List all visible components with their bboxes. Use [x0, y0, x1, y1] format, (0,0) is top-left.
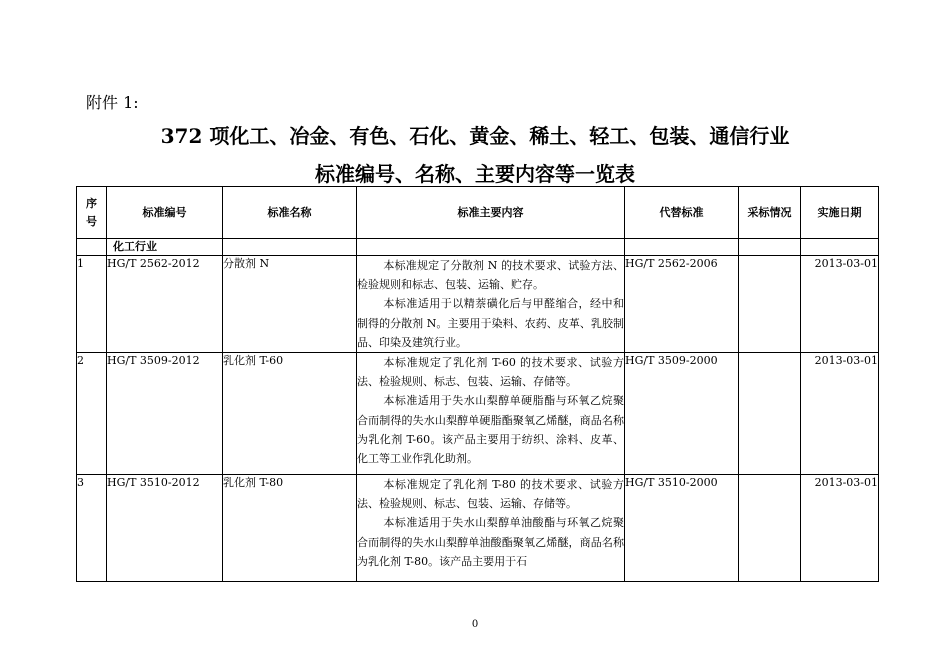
header-date: 实施日期	[801, 187, 879, 239]
effective-date: 2013-03-01	[801, 475, 879, 582]
row-number: 1	[77, 256, 107, 353]
adoption-status	[739, 256, 801, 353]
standards-table	[76, 186, 879, 582]
table-row	[77, 353, 879, 475]
content-paragraph: 本标准适用于失水山梨醇单硬脂酯与环氧乙烷聚合而制得的失水山梨醇单硬脂酯聚氧乙烯醚，商品名称为乳化剂 T-60。该产品主要用于纺织、涂料、皮革、化工等工业作乳化助剂。	[357, 394, 624, 466]
header-no: 序号	[77, 187, 107, 239]
content-paragraph: 本标准适用于以精萘磺化后与甲醛缩合，经中和制得的分散剂 N。主要用于染料、农药、皮革、乳胶制品、印染及建筑行业。	[357, 297, 624, 349]
replaced-standard: HG/T 3509-2000	[625, 353, 739, 475]
header-code: 标准编号	[107, 187, 223, 239]
category-row	[77, 239, 879, 256]
replaced-standard: HG/T 3510-2000	[625, 475, 739, 582]
standard-name: 乳化剂 T-80	[223, 475, 357, 582]
table-row	[77, 256, 879, 353]
adoption-status	[739, 353, 801, 475]
replaced-standard: HG/T 2562-2006	[625, 256, 739, 353]
header-content: 标准主要内容	[357, 187, 625, 239]
content-paragraph: 本标准规定了乳化剂 T-80 的技术要求、试验方法、检验规则、标志、包装、运输、存储等。	[357, 478, 624, 511]
row-number: 2	[77, 353, 107, 475]
content-paragraph: 本标准规定了分散剂 N 的技术要求、试验方法、检验规则和标志、包装、运输、贮存。	[357, 259, 624, 292]
content-paragraph: 本标准适用于失水山梨醇单油酸酯与环氧乙烷聚合而制得的失水山梨醇单油酸酯聚氧乙烯醚，商品名称为乳化剂 T-80。该产品主要用于石	[357, 516, 624, 568]
category-label: 化工行业	[107, 239, 223, 256]
header-adopt: 采标情况	[739, 187, 801, 239]
table-header-row	[77, 187, 879, 239]
effective-date: 2013-03-01	[801, 353, 879, 475]
page-number: 0	[471, 619, 479, 630]
standard-code: HG/T 2562-2012	[107, 256, 223, 353]
standard-content	[357, 256, 625, 353]
content-paragraph: 本标准规定了乳化剂 T-60 的技术要求、试验方法、检验规则、标志、包装、运输、存储等。	[357, 356, 624, 389]
row-number: 3	[77, 475, 107, 582]
standard-content	[357, 475, 625, 582]
standard-name: 分散剂 N	[223, 256, 357, 353]
standard-content	[357, 353, 625, 475]
standard-code: HG/T 3510-2012	[107, 475, 223, 582]
header-replace: 代替标准	[625, 187, 739, 239]
standard-name: 乳化剂 T-60	[223, 353, 357, 475]
attachment-label: 附件 1:	[86, 93, 139, 112]
document-subtitle: 标准编号、名称、主要内容等一览表	[315, 162, 635, 186]
header-name: 标准名称	[223, 187, 357, 239]
table-row	[77, 475, 879, 582]
adoption-status	[739, 475, 801, 582]
effective-date: 2013-03-01	[801, 256, 879, 353]
standard-code: HG/T 3509-2012	[107, 353, 223, 475]
document-title: 372 项化工、冶金、有色、石化、黄金、稀土、轻工、包装、通信行业	[160, 124, 790, 148]
